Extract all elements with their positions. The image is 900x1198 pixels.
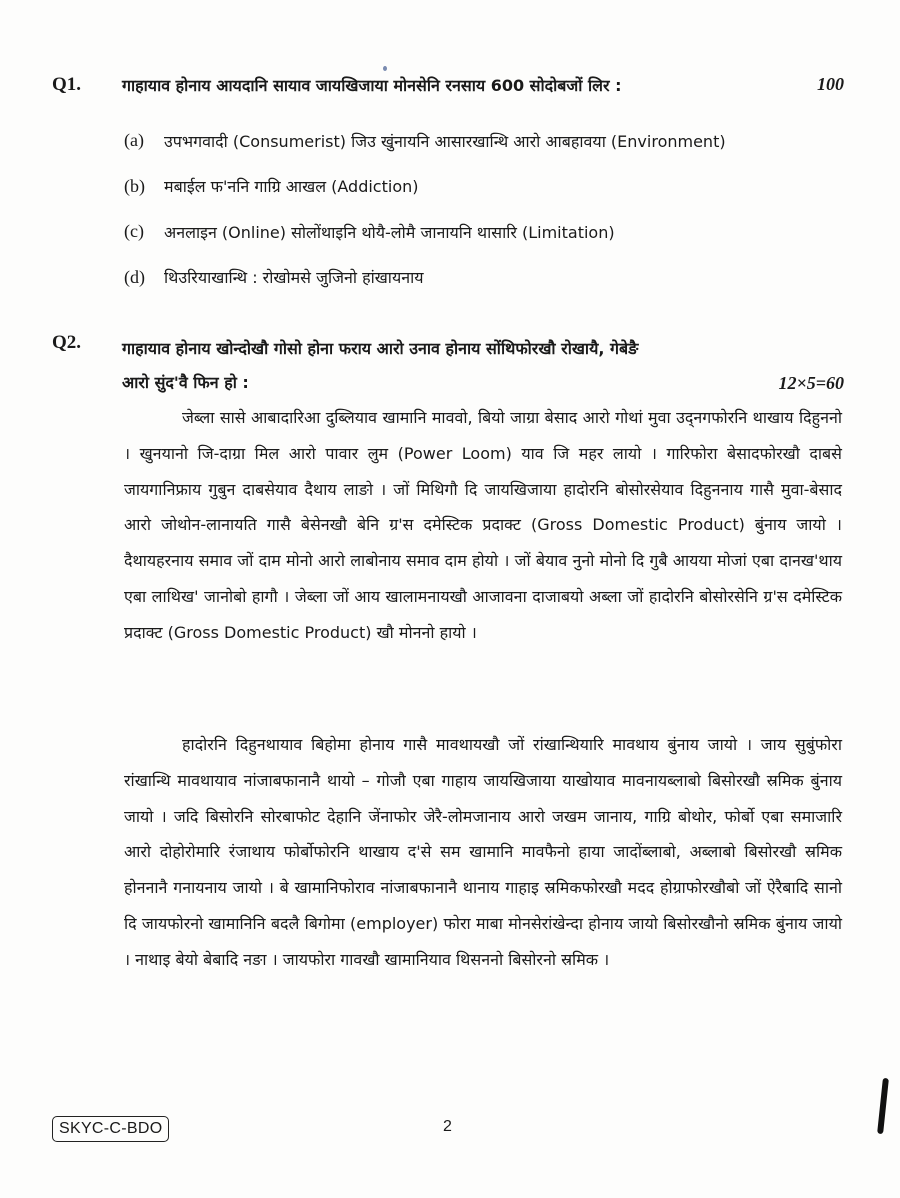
option-b [124,164,860,210]
option-text: उपभगवादी (Consumerist) जिउ खुंनायनि आसारखान्थि आरो आबहावया (Environment) [164,131,726,151]
option-letter: (a) [124,130,144,151]
question-prompt-line-2 [122,366,844,400]
question-prompt-line-1: गाहायाव होनाय खोन्दोखौ गोसो होना फराय आरो उनाव होनाय सोंथिफोरखौ रोखायै, गेबेङै [122,339,639,358]
scan-artifact-mark [877,1078,889,1134]
option-d [124,255,860,301]
option-c [124,209,860,255]
question-prompt [122,332,844,400]
question-marks: 12×5=60 [778,373,844,393]
question-marks: 100 [817,74,844,94]
option-letter: (b) [124,175,145,196]
option-letter: (c) [124,221,144,242]
passage-paragraph-1: जेब्ला सासे आबादारिआ दुब्लियाव खामानि माववो, बियो जाग्रा बेसाद आरो गोथां मुवा उद्नगफोरनि थाखाय दिहुननो । खुनयानो जि-दाग्रा मिल आरो पावार लुम (Power Loom) याव जि महर लायो । गारिफोरा बेसादफोरखौ दाबसे जायगानिफ्राय गुबुन दाबसेयाव दैथाय लाङो । जों मिथिगौ दि जायखिजाया हादोरनि बोसोरसेयाव दिहुननाय गासै मुवा-बेसाद आरो जोथोन-लानायति गासै बेसेनखौ बेनि ग्र'स दमेस्टिक प्रदाक्ट (Gross Domestic Product) बुंनाय जायो । दैथायहरनाय समाव जों दाम मोनो आरो लाबोनाय समाव दाम होयो । जों बेयाव नुनो मोनो दि गुबै आयया मोजां एबा दानख'थाय एबा लाथिख' जानोबो हागौ । जेब्ला जों आय खालामनायखौ आजावना दाजाबयो अब्ला जों हादोरनि बोसोरसेनि ग्र'स दमेस्टिक प्रदाक्ट (Gross Domestic Product) खौ मोननो हायो । [124,408,842,642]
page-number: 2 [443,1118,452,1135]
option-a [124,118,860,164]
option-text: मबाईल फ'ननि गाग्रि आखल (Addiction) [164,177,419,197]
paper-code-box: SKYC-C-BDO [52,1116,169,1142]
option-text: थिउरियाखान्थि : रोखोमसे जुजिनो हांखायनाय [164,268,424,288]
question-prompt: गाहायाव होनाय आयदानि सायाव जायखिजाया मोनसेनि रनसाय 600 सोदोबजों लिर : [122,76,622,95]
question-number: Q2. [52,332,82,353]
option-text: अनलाइन (Online) सोलोंथाइनि थोयै-लोमै जानायनि थासारि (Limitation) [164,222,615,242]
question-1-options [124,118,860,300]
question-number: Q1. [52,74,82,95]
question-2 [52,332,844,400]
question-prompt-line-2-text: आरो सुंद'वै फिन हो : [122,373,249,392]
scan-speck [383,66,387,71]
passage-paragraph-2: हादोरनि दिहुनथायाव बिहोमा होनाय गासै मावथायखौ जों रांखान्थियारि मावथाय बुंनाय जायो । जाय सुबुंफोरा रांखान्थि मावथायाव नांजाबफानानै थायो – गोजौ एबा गाहाय जायखिजाया याखोयाव मावनायब्लाबो बिसोरखौ स्रमिक बुंनाय जायो । जदि बिसोरनि सोरबाफोट देहानि जेंनाफोर जेरै-लोमजानाय आरो जखम जानाय, गाग्रि बोथोर, फोर्बो एबा समाजारि आरो दोहोरोमारि रंजाथाय फोर्बोफोरनि थाखाय द'से सम खामानि मावफैनो हाया जादोंब्लाबो, अब्लाबो बिसोरखौ स्रमिक होननानै गनायनाय जायो । बे खामानिफोराव नांजाबफानानै थानाय गाहाइ स्रमिकफोरखौ मदद होग्राफोरखौबो जों ऐरैबादि सानो दि जायफोरनो खामानिनि बदलै बिगोमा (employer) फोरा माबा मोनसेरांखेन्दा होनाय जायो बिसोरखौनो स्रमिक बुंनाय जायो । नाथाइ बेयो बेबादि नङा । जायफोरा गावखौ खामानियाव थिसननो बिसोरनो स्रमिक । [124,735,842,969]
question-1 [52,74,844,98]
option-letter: (d) [124,266,145,287]
